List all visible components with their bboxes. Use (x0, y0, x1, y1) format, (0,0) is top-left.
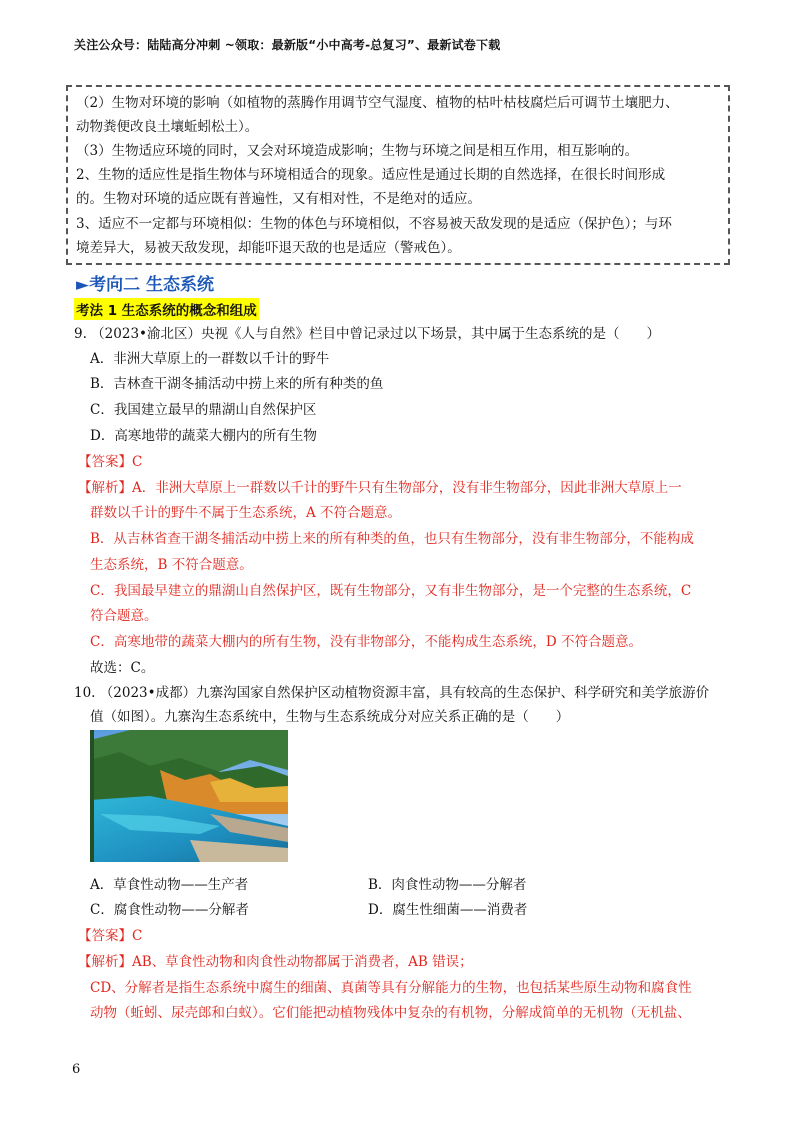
q10-analysis-line: CD、分解者是指生态系统中腐生的细菌、真菌等具有分解能力的生物，也包括某些原生动物和腐食性 (90, 980, 692, 996)
q10-option-d: D．腐生性细菌——消费者 (368, 902, 528, 918)
box-line: 动物粪便改良土壤蚯蚓松土）。 (76, 119, 259, 135)
q9-analysis-line: 生态系统，B 不符合题意。 (90, 557, 253, 573)
box-line: （2）生物对环境的影响（如植物的蒸腾作用调节空气湿度、植物的枯叶枯枝腐烂后可调节土壤肥力、 (76, 95, 679, 111)
q10-option-b: B．肉食性动物——分解者 (368, 877, 527, 893)
question-9-stem: 9. （2023•渝北区）央视《人与自然》栏目中曾记录过以下场景，其中属于生态系统的是（ ） (74, 326, 660, 342)
q10-analysis-line: 动物（蚯蚓、尿壳郎和白蚁）。它们能把动植物残体中复杂的有机物，分解成简单的无机物（无机盐、 (90, 1005, 691, 1021)
box-line: 3、适应不一定都与环境相似：生物的体色与环境相似，不容易被天敌发现的是适应（保护色）；与环 (76, 216, 672, 232)
q9-conclusion: 故选：C。 (90, 660, 155, 676)
q9-analysis-line: 【解析】A．非洲大草原上一群数以千计的野牛只有生物部分，没有非生物部分，因此非洲大草原上一 (78, 480, 682, 496)
q9-analysis-line: 符合题意。 (90, 608, 158, 624)
q10-analysis-line: 【解析】AB、草食性动物和肉食性动物都属于消费者，AB 错误； (78, 954, 473, 970)
q9-analysis-line: B．从吉林省查干湖冬捕活动中捞上来的所有种类的鱼，也只有生物部分，没有非生物部分，不能构成 (90, 531, 694, 547)
section-title: ►考向二 生态系统 (76, 275, 214, 295)
q9-option-b: B．吉林查干湖冬捕活动中捞上来的所有种类的鱼 (90, 376, 384, 392)
box-line: 的。生物对环境的适应既有普遍性，又有相对性，不是绝对的适应。 (76, 191, 481, 207)
q9-analysis-line: C．我国最早建立的鼎湖山自然保护区，既有生物部分，又有非生物部分，是一个完整的生态系统，C (90, 583, 692, 599)
q9-option-a: A．非洲大草原上的一群数以千计的野牛 (90, 351, 330, 367)
q10-option-c: C．腐食性动物——分解者 (90, 902, 249, 918)
box-line: 2、生物的适应性是指生物体与环境相适合的现象。适应性是通过长期的自然选择，在很长时间形成 (76, 167, 666, 183)
q9-analysis-line: C．高寒地带的蔬菜大棚内的所有生物，没有非物部分，不能构成生态系统，D 不符合题意。 (90, 634, 642, 650)
box-line: 境差异大，易被天敌发现，却能吓退天敌的也是适应（警戒色）。 (76, 240, 461, 256)
box-line: （3）生物适应环境的同时，又会对环境造成影响；生物与环境之间是相互作用，相互影响的。 (76, 143, 639, 159)
q9-option-c: C．我国建立最早的鼎湖山自然保护区 (90, 402, 317, 418)
q10-option-a: A．草食性动物——生产者 (90, 877, 249, 893)
q10-answer: 【答案】C (78, 928, 143, 944)
method-tag: 考法 1 生态系统的概念和组成 (74, 298, 259, 320)
page-header: 关注公众号：陆陆高分冲刺 ~领取：最新版“小中高考-总复习”、最新试卷下载 (74, 38, 501, 52)
q9-option-d: D．高寒地带的蔬菜大棚内的所有生物 (90, 428, 317, 444)
question-10-stem: 10. （2023•成都）九寨沟国家自然保护区动植物资源丰富，具有较高的生态保护、科学研究和美学旅游价 (74, 685, 710, 701)
jiuzhaigou-lake-photo (90, 730, 288, 862)
q9-analysis-line: 群数以千计的野牛不属于生态系统，A 不符合题意。 (90, 505, 402, 521)
question-10-stem: 值（如图）。九寨沟生态系统中，生物与生态系统成分对应关系正确的是（ ） (90, 709, 570, 725)
q9-answer: 【答案】C (78, 454, 143, 470)
page-number: 6 (72, 1062, 81, 1077)
